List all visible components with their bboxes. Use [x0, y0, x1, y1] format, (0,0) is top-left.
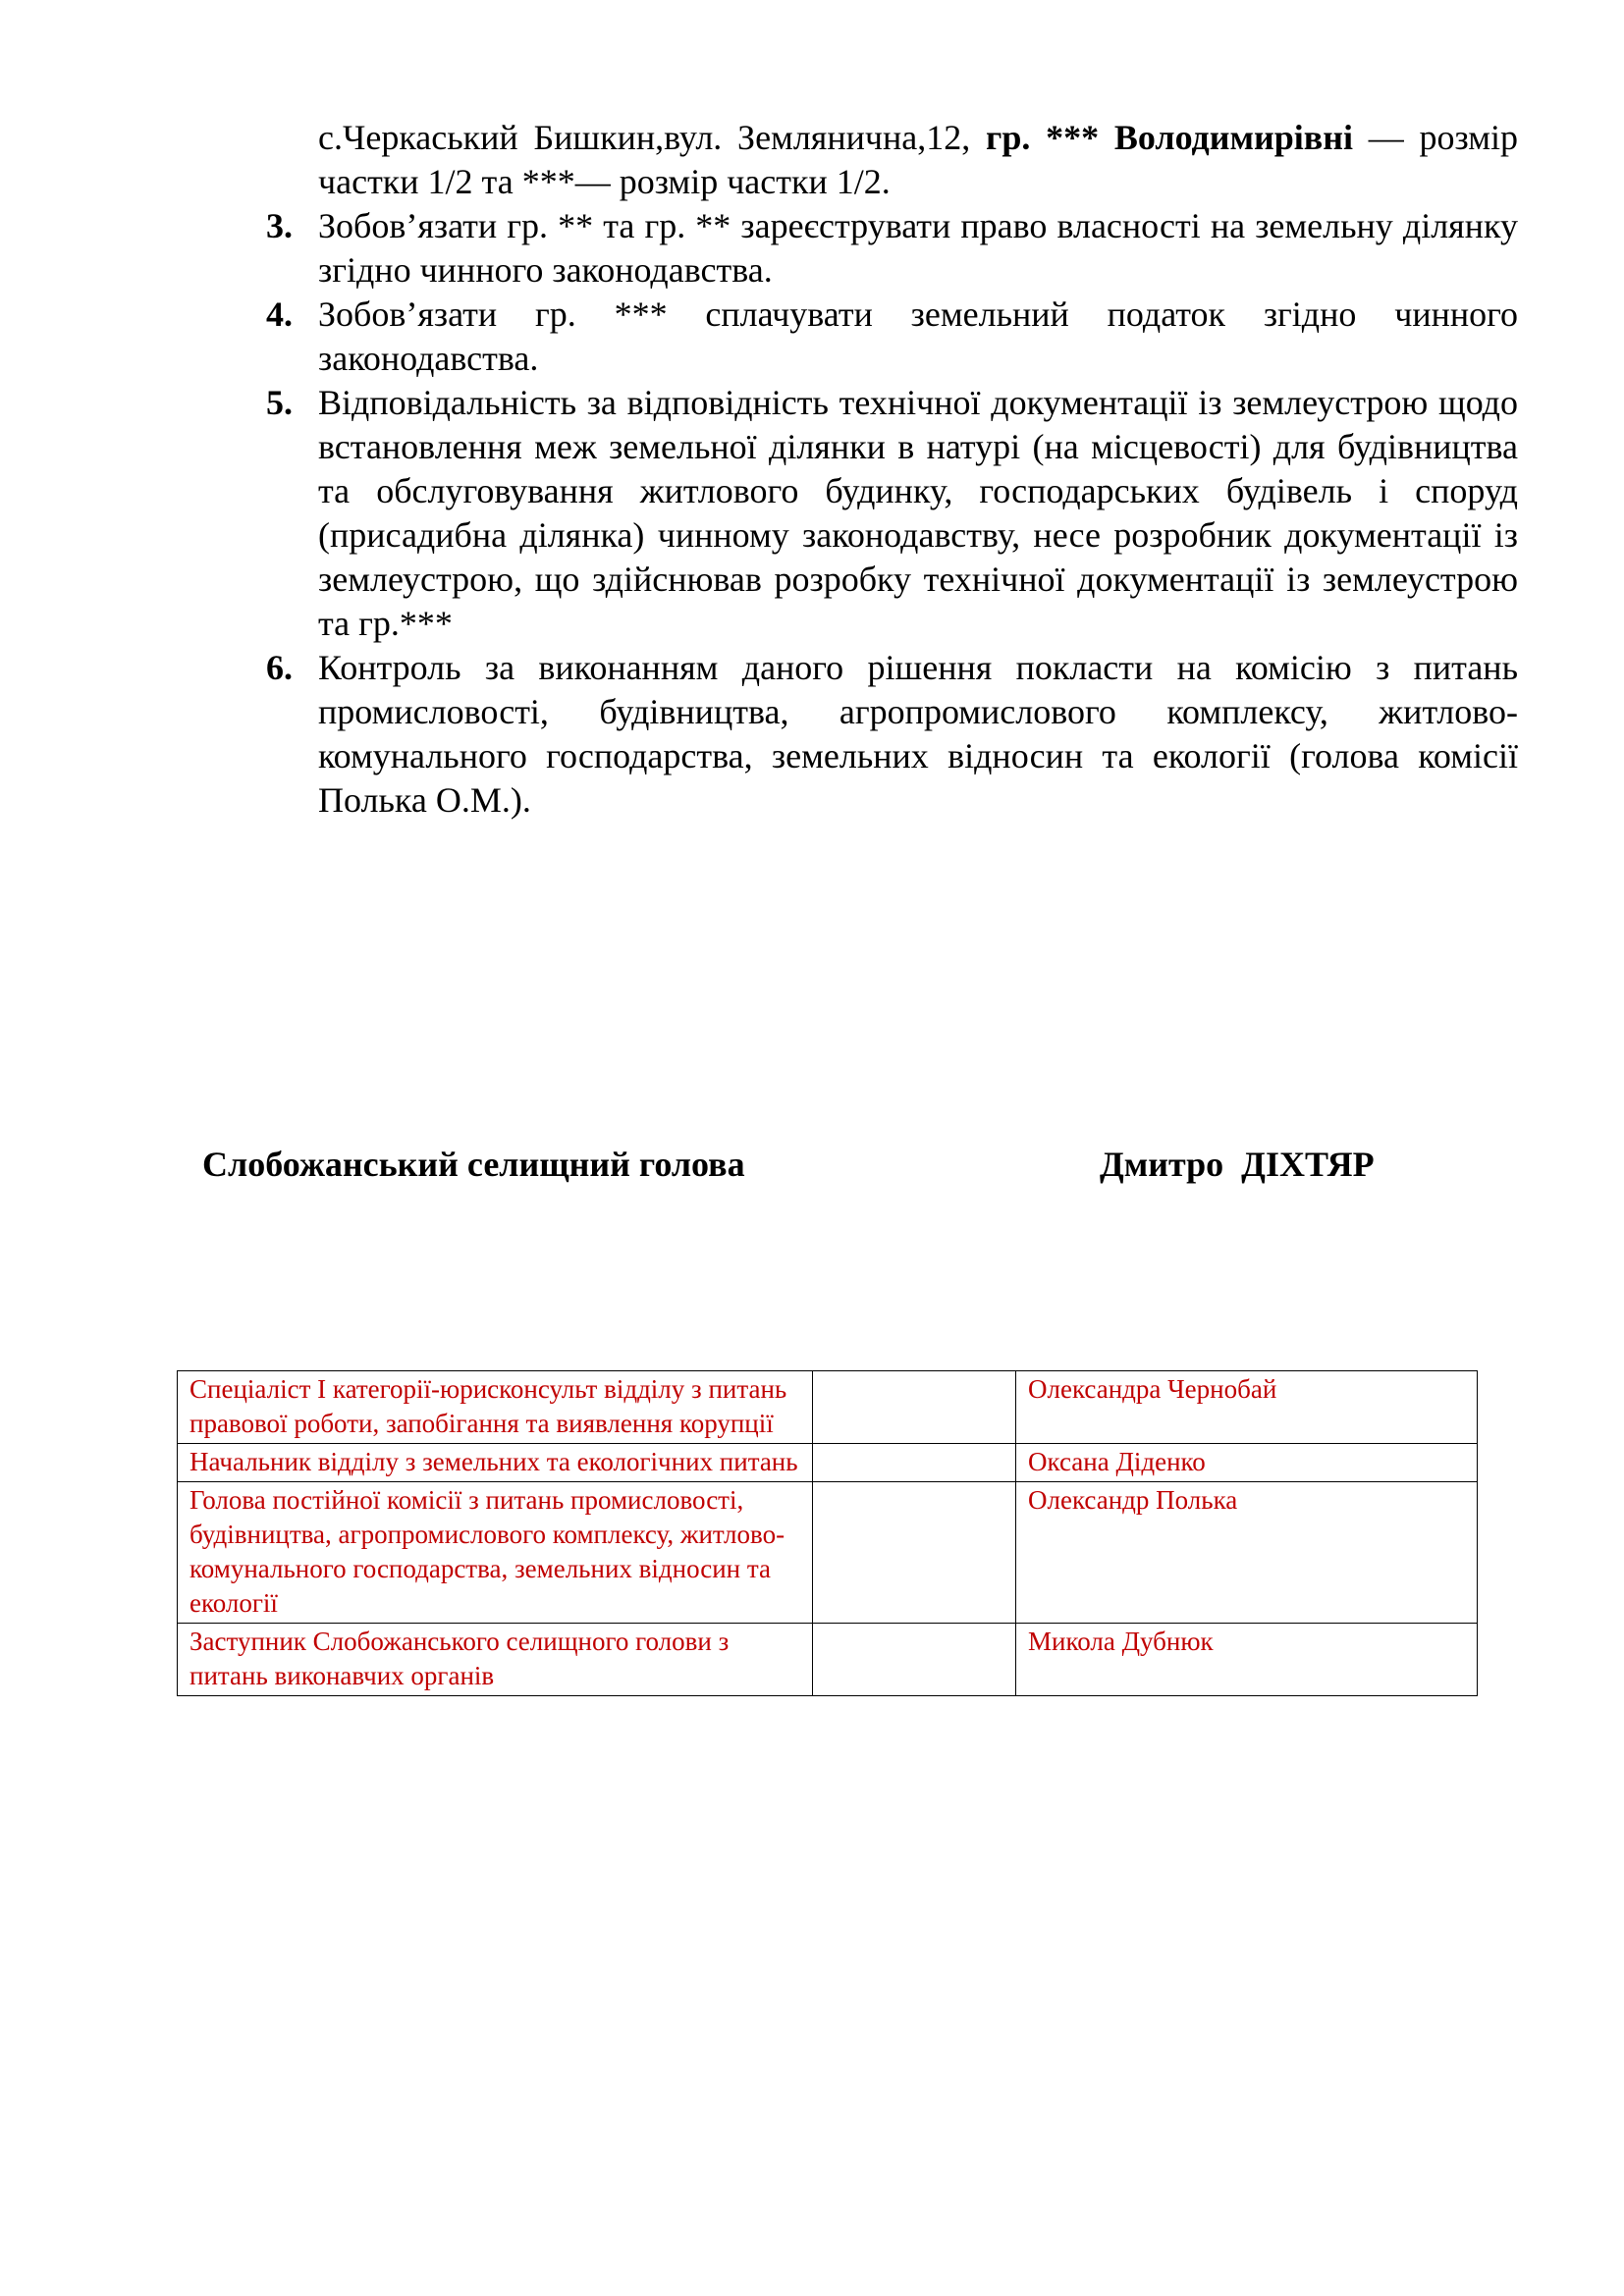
table-row	[178, 1371, 1478, 1444]
list-item-number: 3.	[266, 206, 293, 245]
list-item-number: 4.	[266, 294, 293, 334]
list-item-text: Контроль за виконанням даного рішення покласти на комісію з питань промисловості, будівництва, агропромислового комплексу, житлово-комунального господарства, земельних відносин та екології (голова комісії Полька О.М.).	[318, 648, 1518, 820]
approval-signature-cell	[812, 1371, 1015, 1444]
approval-name: Олександр Полька	[1016, 1482, 1478, 1624]
list-item-6	[266, 646, 1518, 823]
table-row	[178, 1624, 1478, 1696]
signatory-title: Слобожанський селищний голова	[202, 1145, 745, 1184]
list-item-number: 6.	[266, 648, 293, 687]
table-row	[178, 1482, 1478, 1624]
list-item-3	[266, 204, 1518, 293]
approval-name: Оксана Діденко	[1016, 1444, 1478, 1482]
intro-bold-name: гр. *** Володимирівні	[985, 118, 1353, 157]
table-row	[178, 1444, 1478, 1482]
intro-share-text: — розмір частки 1/2 та ***— розмір частки 1/2.	[318, 118, 1518, 201]
list-item-number: 5.	[266, 383, 293, 422]
signatory-name: Дмитро ДІХТЯР	[1100, 1145, 1375, 1184]
decision-body	[266, 116, 1518, 823]
paragraph-continuation	[266, 116, 1518, 204]
list-item-4	[266, 293, 1518, 381]
list-item-5	[266, 381, 1518, 646]
approval-table	[177, 1370, 1478, 1696]
list-item-text: Зобов’язати гр. ** та гр. ** зареєструвати право власності на земельну ділянку згідно чинного законодавства.	[318, 206, 1518, 290]
approval-role: Спеціаліст І категорії-юрисконсульт відділу з питань правової роботи, запобігання та виявлення корупції	[178, 1371, 813, 1444]
list-item-text: Зобов’язати гр. *** сплачувати земельний податок згідно чинного законодавства.	[318, 294, 1518, 378]
approval-signature-cell	[812, 1482, 1015, 1624]
approval-role: Начальник відділу з земельних та екологічних питань	[178, 1444, 813, 1482]
approval-signature-cell	[812, 1624, 1015, 1696]
list-item-text: Відповідальність за відповідність технічної документації із землеустрою щодо встановлення меж земельної ділянки в натурі (на місцевості) для будівництва та обслуговування житлового будинку, господарських будівель і споруд (присадибна ділянка) чинному законодавству, несе розробник документації із землеустрою, що здійснював розробку технічної документації із землеустрою та гр.***	[318, 383, 1518, 643]
approval-signature-cell	[812, 1444, 1015, 1482]
approval-name: Микола Дубнюк	[1016, 1624, 1478, 1696]
approval-role: Заступник Слобожанського селищного голови з питань виконавчих органів	[178, 1624, 813, 1696]
approval-name: Олександра Чернобай	[1016, 1371, 1478, 1444]
approval-role: Голова постійної комісії з питань промисловості, будівництва, агропромислового комплексу, житлово-комунального господарства, земельних відносин та екології	[178, 1482, 813, 1624]
intro-text: с.Черкаський Бишкин,вул. Землянична,12,	[318, 118, 986, 157]
